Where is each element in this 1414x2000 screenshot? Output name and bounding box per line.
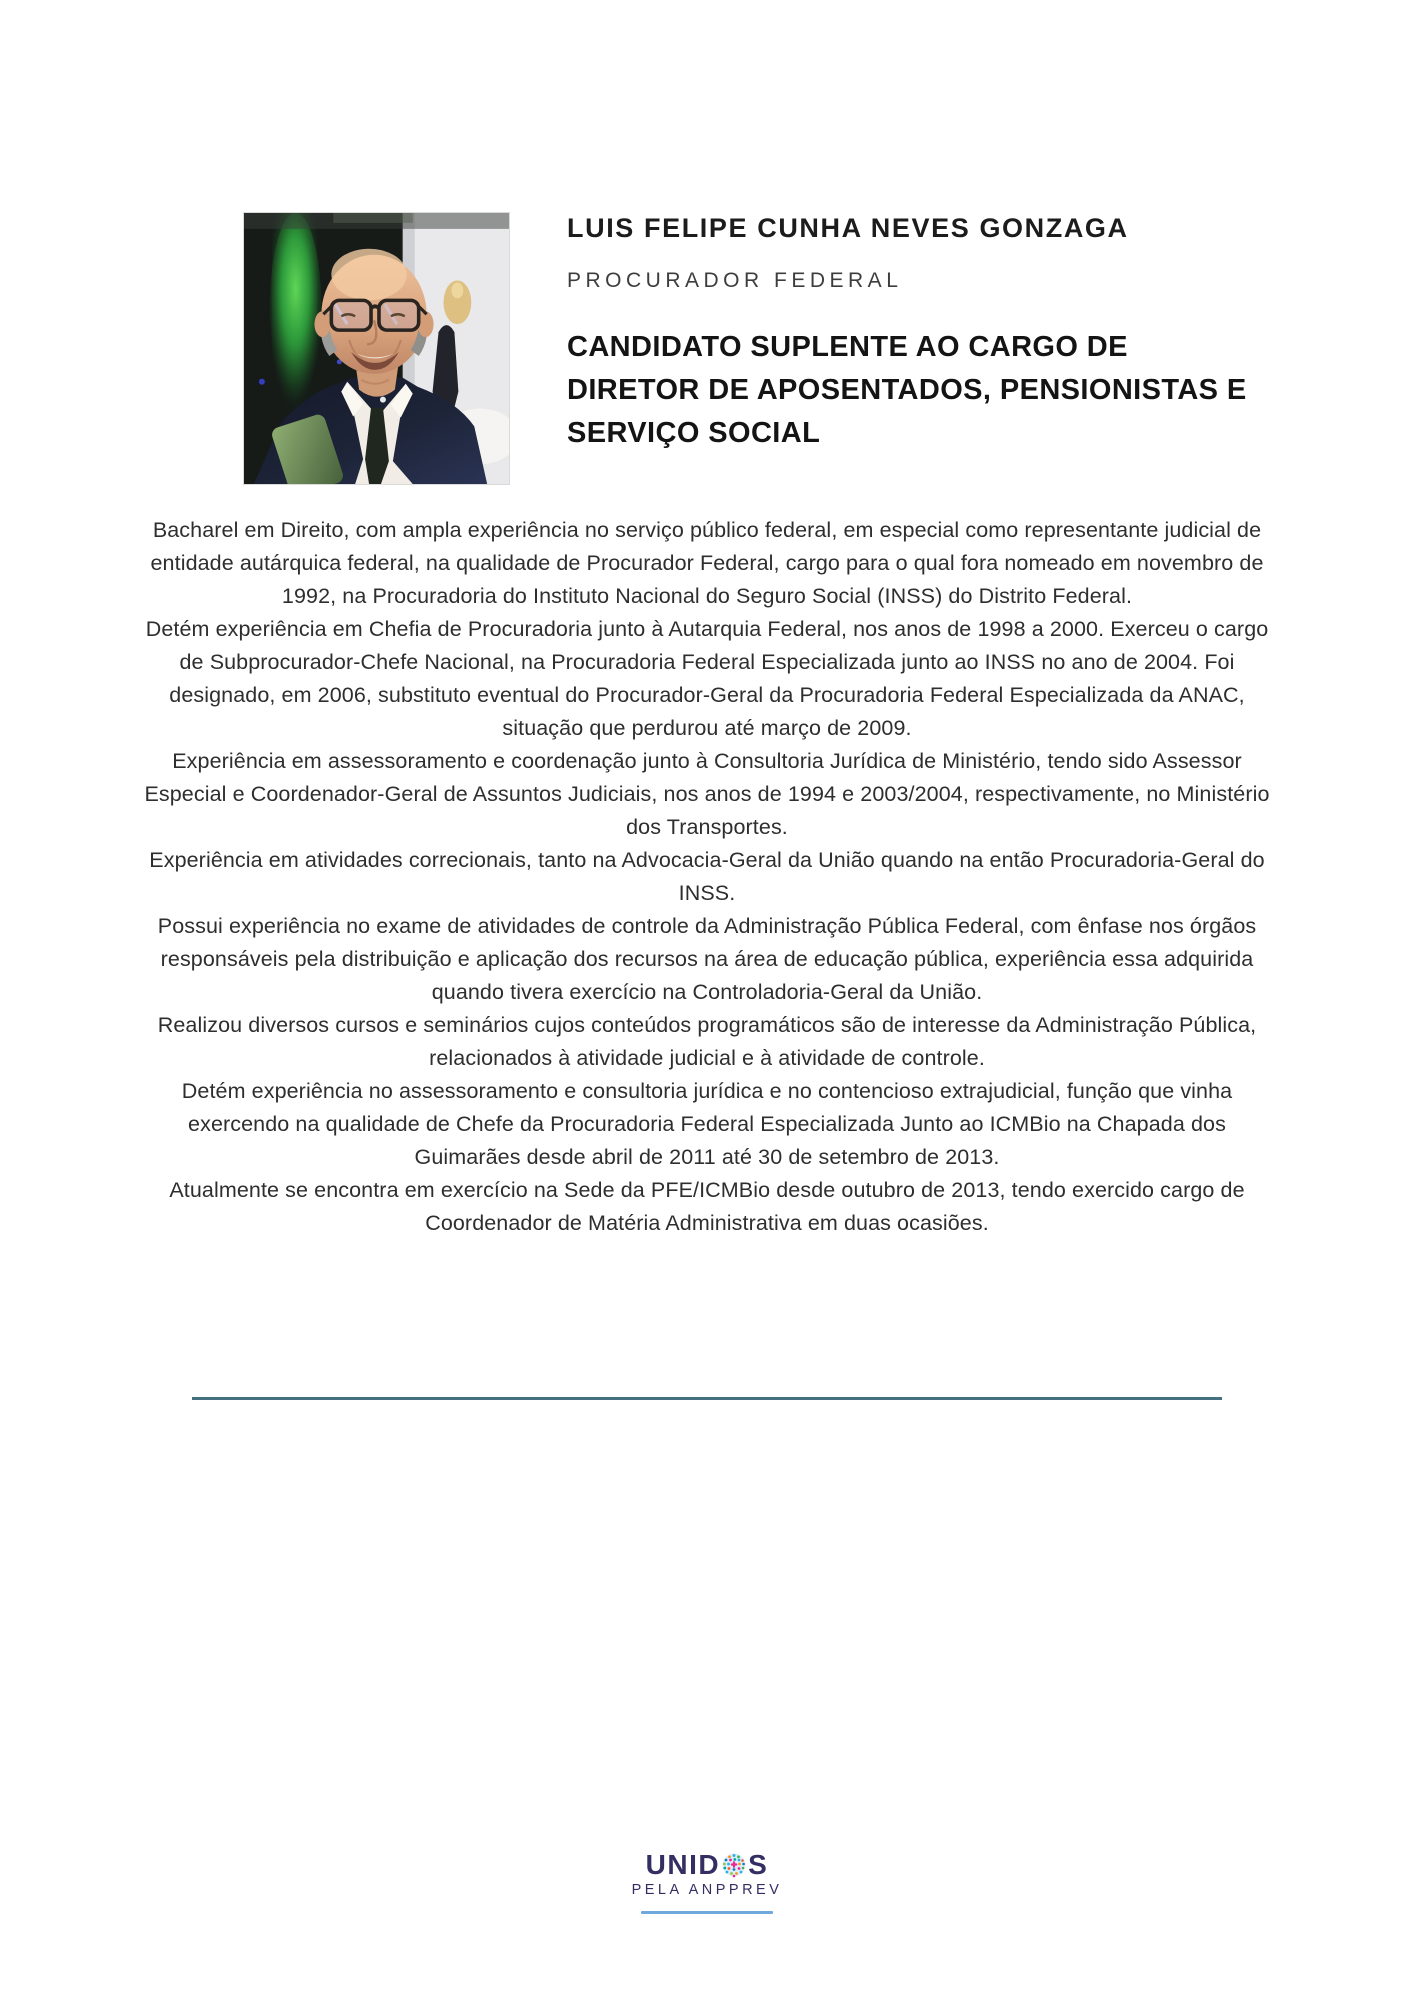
- bio-paragraph: Detém experiência no assessoramento e consultoria jurídica e no contencioso extrajudicial, função que vinha exercendo na qualidade de Chefe da Procuradoria Federal Especializada Junto ao ICMBio na Chapada dos Guimarães desde abril de 2011 até 30 de setembro de 2013.: [181, 1079, 1233, 1169]
- candidate-photo: [243, 212, 510, 485]
- candidate-photo-illustration: [244, 213, 509, 484]
- header: [567, 212, 1247, 455]
- bio-paragraph: Realizou diversos cursos e seminários cujos conteúdos programáticos são de interesse da Administração Pública, relacionados à atividade judicial e à atividade de controle.: [157, 1013, 1257, 1070]
- bio-paragraph: Atualmente se encontra em exercício na Sede da PFE/ICMBio desde outubro de 2013, tendo exercido cargo de Coordenador de Matéria Administrativa em duas ocasiões.: [169, 1178, 1245, 1235]
- footer-logo: [0, 1850, 1414, 1914]
- candidate-name: LUIS FELIPE CUNHA NEVES GONZAGA: [567, 213, 1129, 243]
- bio-paragraph: Experiência em assessoramento e coordenação junto à Consultoria Jurídica de Ministério, tendo sido Assessor Especial e Coordenador-Geral de Assuntos Judiciais, nos anos de 1994 e 2003/2004, respectivamente, no Ministério dos Transportes.: [144, 749, 1270, 839]
- candidacy-title: CANDIDATO SUPLENTE AO CARGO DE DIRETOR DE APOSENTADOS, PENSIONISTAS E SERVIÇO SOCIAL: [567, 331, 1247, 449]
- logo-subtext: PELA ANPPREV: [631, 1882, 783, 1898]
- logo-underline: [641, 1911, 773, 1914]
- logo-wordmark: [646, 1850, 769, 1880]
- biography: [137, 514, 1277, 1240]
- section-divider: [192, 1397, 1222, 1400]
- candidate-role: PROCURADOR FEDERAL: [567, 269, 903, 292]
- bio-paragraph: Possui experiência no exame de atividades de controle da Administração Pública Federal, com ênfase nos órgãos responsáveis pela distribuição e aplicação dos recursos na área de educação pública, experiência essa adquirida quando tivera exercício na Controladoria-Geral da União.: [157, 914, 1257, 1004]
- bio-paragraph: Bacharel em Direito, com ampla experiência no serviço público federal, em especial como representante judicial de entidade autárquica federal, na qualidade de Procurador Federal, cargo para o qual fora nomeado em novembro de 1992, na Procuradoria do Instituto Nacional do Seguro Social (INSS) do Distrito Federal.: [150, 518, 1264, 608]
- logo-text-before: UNID: [645, 1849, 721, 1880]
- globe-of-people-icon: [721, 1852, 747, 1878]
- bio-paragraph: Experiência em atividades correcionais, tanto na Advocacia-Geral da União quando na então Procuradoria-Geral do INSS.: [149, 848, 1265, 905]
- logo-text-after: S: [748, 1849, 769, 1880]
- bio-paragraph: Detém experiência em Chefia de Procuradoria junto à Autarquia Federal, nos anos de 1998 a 2000. Exerceu o cargo de Subprocurador-Chefe Nacional, na Procuradoria Federal Especializada junto ao INSS no ano de 2004. Foi designado, em 2006, substituto eventual do Procurador-Geral da Procuradoria Federal Especializada da ANAC, situação que perdurou até março de 2009.: [145, 617, 1269, 740]
